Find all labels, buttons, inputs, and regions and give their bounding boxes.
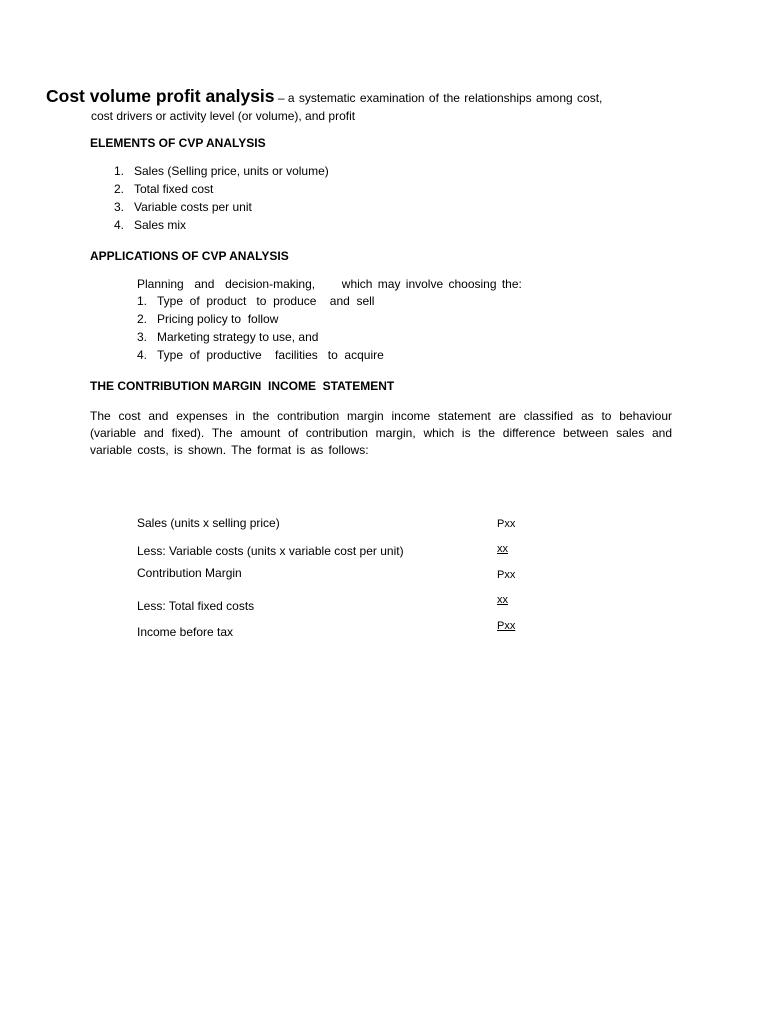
list-number: 4. [137, 348, 148, 362]
statement-row-label: Contribution Margin [137, 566, 242, 580]
title-line [46, 86, 602, 107]
list-number: 4. [114, 218, 125, 232]
list-item [137, 312, 537, 328]
title-definition: a systematic examination of the relationships among cost, [287, 91, 603, 105]
contribution-heading: THE CONTRIBUTION MARGIN INCOME STATEMENT [90, 379, 395, 393]
statement-row-label: Income before tax [137, 625, 234, 639]
list-item [137, 294, 537, 310]
list-item [137, 330, 537, 346]
list-number: 3. [114, 200, 125, 214]
list-item [137, 348, 537, 364]
contribution-paragraph: The cost and expenses in the contribution margin income statement are classified as to behaviour (variable and fixed). The amount of contribution margin, which is the difference between sales and variable costs, is shown. The format is as follows: [90, 409, 672, 457]
list-text: Total fixed cost [134, 182, 214, 196]
statement-row-amount: xx [497, 543, 508, 555]
list-item [114, 182, 414, 198]
list-item [114, 200, 414, 216]
applications-intro: Planning and decision-making, which may involve choosing the: [137, 277, 522, 291]
title-definition-continuation: cost drivers or activity level (or volume), and profit [91, 109, 356, 123]
document-title: Cost volume profit analysis [46, 86, 275, 106]
elements-heading: ELEMENTS OF CVP ANALYSIS [90, 136, 266, 150]
list-text: Pricing policy to follow [157, 312, 279, 326]
title-separator: – [274, 91, 288, 105]
list-item [114, 164, 414, 180]
statement-row-label: Less: Total fixed costs [137, 599, 255, 613]
list-text: Sales (Selling price, units or volume) [134, 164, 329, 178]
list-text: Type of productive facilities to acquire [157, 348, 384, 362]
list-number: 1. [114, 164, 125, 178]
statement-row-amount: Pxx [497, 569, 516, 581]
list-text: Variable costs per unit [134, 200, 252, 214]
list-text: Marketing strategy to use, and [157, 330, 319, 344]
list-item [114, 218, 414, 234]
list-number: 1. [137, 294, 148, 308]
statement-row-amount: Pxx [497, 518, 516, 530]
list-number: 2. [114, 182, 125, 196]
list-text: Sales mix [134, 218, 187, 232]
statement-row-amount: Pxx [497, 620, 516, 632]
statement-row-label: Less: Variable costs (units x variable cost per unit) [137, 544, 404, 558]
statement-row-label: Sales (units x selling price) [137, 516, 280, 530]
statement-row-amount: xx [497, 594, 508, 606]
applications-heading: APPLICATIONS OF CVP ANALYSIS [90, 249, 289, 263]
list-text: Type of product to produce and sell [157, 294, 375, 308]
list-number: 2. [137, 312, 148, 326]
list-number: 3. [137, 330, 148, 344]
